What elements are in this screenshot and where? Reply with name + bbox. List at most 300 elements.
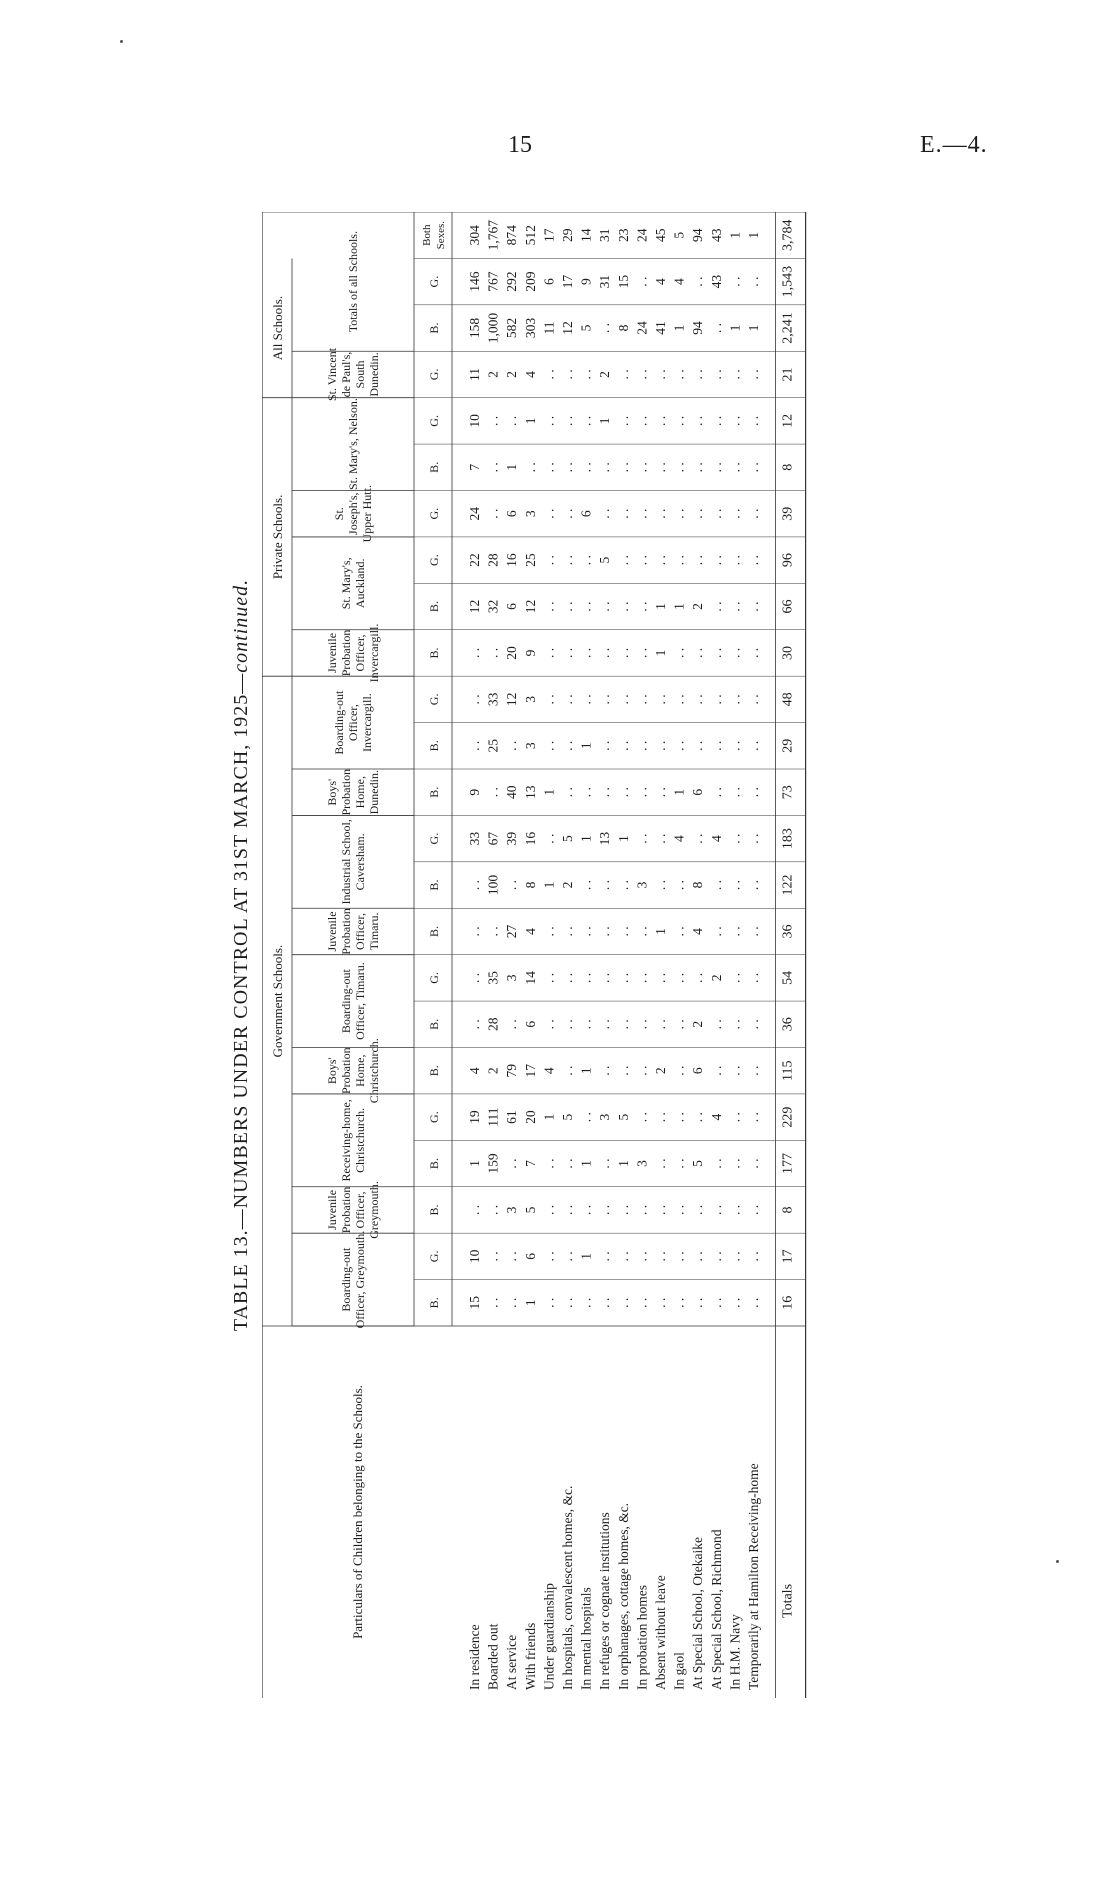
empty-cell-dots: . . bbox=[634, 647, 650, 659]
sex-header: G. bbox=[427, 693, 441, 706]
table-cell: 29 bbox=[560, 228, 575, 242]
empty-cell-dots: . . bbox=[541, 1204, 557, 1216]
empty-cell-dots: . . bbox=[541, 972, 557, 983]
totals-cell: 3,784 bbox=[780, 219, 796, 251]
sex-header: G. bbox=[427, 368, 441, 381]
table-cell: 1 bbox=[615, 835, 631, 842]
empty-cell-dots: . . bbox=[653, 555, 668, 566]
row-label: In gaol bbox=[671, 1652, 687, 1690]
empty-cell-dots: . . bbox=[541, 1158, 557, 1169]
institution-header: Boarding-out bbox=[332, 690, 346, 755]
empty-cell-dots: . . bbox=[578, 1019, 594, 1030]
empty-cell-dots: . . bbox=[597, 601, 613, 612]
document-code: E.—4. bbox=[920, 132, 988, 158]
table-cell: 6 bbox=[690, 788, 706, 796]
table-cell: 40 bbox=[504, 785, 520, 799]
empty-cell-dots: . . bbox=[634, 276, 650, 287]
empty-cell-dots: . . bbox=[578, 1112, 594, 1123]
empty-cell-dots: . . bbox=[541, 601, 557, 612]
institution-header: Officer, Greymouth. bbox=[353, 1230, 367, 1329]
empty-cell-dots: . . bbox=[541, 369, 557, 380]
empty-cell-dots: . . bbox=[746, 276, 761, 287]
empty-cell-dots: . . bbox=[578, 972, 594, 983]
table-cell: 24 bbox=[634, 321, 650, 335]
empty-cell-dots: . . bbox=[690, 462, 706, 473]
table-cell: 1 bbox=[671, 788, 687, 796]
totals-cell: 36 bbox=[780, 1017, 796, 1032]
institution-header: Invercargill. bbox=[367, 623, 381, 683]
empty-cell-dots: . . bbox=[708, 1065, 724, 1076]
table-cell: 5 bbox=[560, 835, 575, 842]
institution-header: South bbox=[353, 360, 367, 389]
empty-cell-dots: . . bbox=[615, 415, 631, 426]
empty-cell-dots: . . bbox=[634, 415, 650, 426]
table-cell: 41 bbox=[653, 321, 668, 335]
empty-cell-dots: . . bbox=[615, 787, 631, 798]
empty-cell-dots: . . bbox=[727, 833, 743, 844]
table-cell: 5 bbox=[690, 1160, 706, 1167]
table-cell: 874 bbox=[504, 225, 520, 246]
empty-cell-dots: . . bbox=[485, 1297, 501, 1308]
table-cell: 5 bbox=[597, 556, 613, 564]
table-cell: 1 bbox=[671, 603, 687, 610]
table-title bbox=[224, 212, 258, 1698]
row-label: In H.M. Navy bbox=[727, 1614, 743, 1690]
empty-cell-dots: . . bbox=[746, 1204, 761, 1216]
empty-cell-dots: . . bbox=[746, 369, 761, 380]
sex-header: G. bbox=[427, 1111, 441, 1123]
table-cell: 1 bbox=[653, 928, 668, 935]
institution-header: Home, bbox=[353, 1054, 367, 1087]
table-cell: 1 bbox=[746, 324, 761, 332]
empty-cell-dots: . . bbox=[597, 1204, 613, 1216]
empty-cell-dots: . . bbox=[708, 694, 724, 705]
empty-cell-dots: . . bbox=[653, 1112, 668, 1123]
table-title-continued: continued. bbox=[230, 578, 252, 673]
empty-cell-dots: . . bbox=[485, 508, 501, 519]
table-cell: 17 bbox=[560, 274, 575, 289]
empty-cell-dots: . . bbox=[727, 415, 743, 426]
institution-header: Home, bbox=[353, 776, 367, 809]
institution-header: Upper Hutt. bbox=[360, 485, 374, 543]
empty-cell-dots: . . bbox=[671, 415, 687, 426]
institution-header: Auckland. bbox=[353, 558, 367, 609]
empty-cell-dots: . . bbox=[560, 972, 575, 983]
empty-cell-dots: . . bbox=[597, 972, 613, 983]
empty-cell-dots: . . bbox=[746, 879, 761, 891]
table-cell: 15 bbox=[615, 274, 631, 289]
empty-cell-dots: . . bbox=[653, 1297, 668, 1308]
table-cell: 1 bbox=[727, 231, 743, 239]
empty-cell-dots: . . bbox=[653, 833, 668, 844]
empty-cell-dots: . . bbox=[597, 787, 613, 798]
table-cell: 39 bbox=[504, 831, 520, 846]
totals-cell: 122 bbox=[780, 874, 796, 896]
empty-cell-dots: . . bbox=[653, 508, 668, 519]
empty-cell-dots: . . bbox=[671, 1297, 687, 1308]
empty-cell-dots: . . bbox=[671, 555, 687, 566]
table-cell: 61 bbox=[504, 1110, 520, 1124]
empty-cell-dots: . . bbox=[671, 972, 687, 983]
empty-cell-dots: . . bbox=[541, 1019, 557, 1030]
totals-cell: 73 bbox=[780, 785, 796, 800]
empty-cell-dots: . . bbox=[467, 694, 482, 705]
empty-cell-dots: . . bbox=[671, 508, 687, 519]
empty-cell-dots: . . bbox=[690, 369, 706, 380]
empty-cell-dots: . . bbox=[690, 833, 706, 844]
table-cell: 2 bbox=[485, 371, 501, 378]
empty-cell-dots: . . bbox=[690, 1297, 706, 1308]
table-cell: 4 bbox=[690, 928, 706, 935]
totals-cell: 115 bbox=[780, 1060, 796, 1081]
table-cell: 512 bbox=[522, 225, 538, 246]
totals-cell: 29 bbox=[780, 738, 796, 753]
table-cell: 79 bbox=[504, 1063, 520, 1078]
empty-cell-dots: . . bbox=[560, 647, 575, 659]
totals-cell: 8 bbox=[780, 1206, 796, 1214]
empty-cell-dots: . . bbox=[578, 1204, 594, 1216]
table-cell: 1 bbox=[653, 603, 668, 610]
empty-cell-dots: . . bbox=[597, 1158, 613, 1169]
table-cell: 6 bbox=[504, 603, 520, 610]
empty-cell-dots: . . bbox=[541, 1251, 557, 1262]
row-label: Under guardianship bbox=[541, 1583, 557, 1690]
table-cell: 3 bbox=[504, 1206, 520, 1214]
institution-header: Probation bbox=[339, 629, 353, 677]
empty-cell-dots: . . bbox=[708, 508, 724, 519]
table-cell: 4 bbox=[671, 278, 687, 285]
table-cell: 100 bbox=[485, 874, 501, 896]
table-cell: 3 bbox=[634, 1160, 650, 1167]
empty-cell-dots: . . bbox=[634, 694, 650, 705]
institution-header: Boys' bbox=[325, 778, 339, 806]
empty-cell-dots: . . bbox=[671, 1251, 687, 1262]
table-cell: 20 bbox=[504, 646, 520, 660]
empty-cell-dots: . . bbox=[560, 740, 575, 751]
empty-cell-dots: . . bbox=[634, 740, 650, 751]
institution-header: Officer, bbox=[353, 634, 367, 672]
empty-cell-dots: . . bbox=[746, 1112, 761, 1123]
table-cell: 32 bbox=[485, 599, 501, 614]
institution-header: Boarding-out bbox=[339, 1247, 353, 1312]
empty-cell-dots: . . bbox=[578, 787, 594, 798]
empty-cell-dots: . . bbox=[708, 1158, 724, 1169]
table-cell: 4 bbox=[671, 835, 687, 842]
empty-cell-dots: . . bbox=[708, 369, 724, 380]
table-cell: 14 bbox=[522, 971, 538, 985]
empty-cell-dots: . . bbox=[541, 508, 557, 519]
institution-header: Totals of all Schools. bbox=[346, 231, 360, 333]
institution-header: Timaru. bbox=[367, 912, 381, 951]
empty-cell-dots: . . bbox=[485, 926, 501, 937]
table-cell: 23 bbox=[615, 228, 631, 242]
institution-header: St. bbox=[332, 507, 346, 521]
table-cell: 20 bbox=[522, 1110, 538, 1124]
table-cell: 1 bbox=[522, 1299, 538, 1307]
empty-cell-dots: . . bbox=[708, 1019, 724, 1030]
empty-cell-dots: . . bbox=[690, 647, 706, 659]
empty-cell-dots: . . bbox=[634, 1204, 650, 1216]
empty-cell-dots: . . bbox=[597, 462, 613, 473]
table-cell: 767 bbox=[485, 271, 501, 292]
empty-cell-dots: . . bbox=[597, 879, 613, 891]
table-cell: 1 bbox=[653, 649, 668, 657]
table-cell: 6 bbox=[541, 278, 557, 285]
empty-cell-dots: . . bbox=[541, 833, 557, 844]
table-cell: 1 bbox=[746, 231, 761, 239]
totals-cell: 8 bbox=[780, 463, 796, 471]
row-label: Boarded out bbox=[485, 1623, 501, 1690]
table-cell: 28 bbox=[485, 1017, 501, 1032]
totals-cell: 12 bbox=[780, 413, 796, 428]
sex-header: B. bbox=[427, 1158, 441, 1170]
sex-header: G. bbox=[427, 507, 441, 520]
empty-cell-dots: . . bbox=[690, 694, 706, 705]
empty-cell-dots: . . bbox=[615, 926, 631, 937]
empty-cell-dots: . . bbox=[467, 647, 482, 659]
table-cell: 1,767 bbox=[485, 220, 501, 251]
institution-header: Officer, Timaru. bbox=[353, 962, 367, 1040]
empty-cell-dots: . . bbox=[671, 926, 687, 937]
empty-cell-dots: . . bbox=[541, 694, 557, 705]
empty-cell-dots: . . bbox=[541, 740, 557, 751]
empty-cell-dots: . . bbox=[597, 647, 613, 659]
table-cell: 12 bbox=[560, 321, 575, 335]
totals-cell: 30 bbox=[780, 645, 796, 660]
institution-header: St. Mary's, Nelson. bbox=[346, 398, 360, 490]
empty-cell-dots: . . bbox=[727, 1112, 743, 1123]
empty-cell-dots: . . bbox=[653, 1158, 668, 1169]
table-cell: 4 bbox=[467, 1067, 482, 1075]
empty-cell-dots: . . bbox=[615, 694, 631, 705]
empty-cell-dots: . . bbox=[671, 879, 687, 891]
table-cell: 1 bbox=[541, 788, 557, 796]
empty-cell-dots: . . bbox=[653, 415, 668, 426]
table-cell: 8 bbox=[522, 881, 538, 889]
empty-cell-dots: . . bbox=[541, 462, 557, 473]
empty-cell-dots: . . bbox=[522, 462, 538, 473]
empty-cell-dots: . . bbox=[708, 740, 724, 751]
row-label: At Special School, Richmond bbox=[708, 1529, 724, 1690]
table-cell: 158 bbox=[467, 317, 482, 339]
empty-cell-dots: . . bbox=[653, 740, 668, 751]
empty-cell-dots: . . bbox=[467, 1204, 482, 1216]
empty-cell-dots: . . bbox=[690, 1251, 706, 1262]
empty-cell-dots: . . bbox=[708, 415, 724, 426]
empty-cell-dots: . . bbox=[467, 926, 482, 937]
empty-cell-dots: . . bbox=[727, 1019, 743, 1030]
particulars-header: Particulars of Children belonging to the Schools. bbox=[350, 1385, 365, 1639]
empty-cell-dots: . . bbox=[504, 1251, 520, 1262]
institution-header: Probation bbox=[339, 768, 353, 816]
empty-cell-dots: . . bbox=[634, 787, 650, 798]
empty-cell-dots: . . bbox=[634, 1112, 650, 1123]
table-cell: 292 bbox=[504, 271, 520, 292]
empty-cell-dots: . . bbox=[597, 1019, 613, 1030]
empty-cell-dots: . . bbox=[671, 1204, 687, 1216]
table-cell: 9 bbox=[522, 649, 538, 657]
empty-cell-dots: . . bbox=[727, 647, 743, 659]
table-cell: 2 bbox=[690, 603, 706, 610]
group-header: Government Schools. bbox=[270, 944, 285, 1058]
empty-cell-dots: . . bbox=[690, 415, 706, 426]
table-cell: 6 bbox=[522, 1253, 538, 1260]
table-cell: 1 bbox=[541, 1113, 557, 1121]
empty-cell-dots: . . bbox=[578, 647, 594, 659]
table-cell: 304 bbox=[467, 225, 482, 246]
table-cell: 2 bbox=[690, 1020, 706, 1028]
table-cell: 7 bbox=[467, 463, 482, 471]
sex-header: G. bbox=[427, 972, 441, 984]
empty-cell-dots: . . bbox=[690, 740, 706, 751]
institution-header: Invercargill. bbox=[360, 693, 374, 752]
empty-cell-dots: . . bbox=[746, 833, 761, 844]
institution-header: Boys' bbox=[325, 1057, 339, 1085]
empty-cell-dots: . . bbox=[653, 972, 668, 983]
empty-cell-dots: . . bbox=[727, 879, 743, 891]
empty-cell-dots: . . bbox=[560, 1251, 575, 1262]
table-title-text: TABLE 13.—NUMBERS UNDER CONTROL AT 31ST MARCH, 1925— bbox=[230, 672, 252, 1332]
empty-cell-dots: . . bbox=[727, 555, 743, 566]
row-label: In mental hospitals bbox=[578, 1587, 594, 1690]
totals-label: Totals bbox=[780, 1583, 796, 1618]
table-cell: 159 bbox=[485, 1153, 501, 1174]
table-cell: 1 bbox=[727, 324, 743, 332]
empty-cell-dots: . . bbox=[708, 1204, 724, 1216]
table-cell: 4 bbox=[541, 1067, 557, 1075]
empty-cell-dots: . . bbox=[615, 879, 631, 891]
table-cell: 4 bbox=[653, 278, 668, 285]
empty-cell-dots: . . bbox=[597, 1297, 613, 1308]
table-cell: 303 bbox=[522, 317, 538, 339]
table-cell: 15 bbox=[467, 1296, 482, 1310]
table-cell: 6 bbox=[504, 510, 520, 518]
totals-cell: 1,543 bbox=[780, 265, 796, 298]
empty-cell-dots: . . bbox=[560, 601, 575, 612]
empty-cell-dots: . . bbox=[634, 926, 650, 937]
table-cell: 6 bbox=[578, 510, 594, 518]
sex-header: B. bbox=[427, 1018, 441, 1030]
sex-header: B. bbox=[427, 879, 441, 891]
table-cell: 24 bbox=[634, 228, 650, 242]
table-cell: 2 bbox=[485, 1067, 501, 1075]
page-number: 15 bbox=[508, 132, 532, 158]
empty-cell-dots: . . bbox=[671, 1158, 687, 1169]
sex-header: G. bbox=[427, 832, 441, 845]
sex-header: B. bbox=[427, 461, 441, 473]
table-cell: 67 bbox=[485, 831, 501, 846]
empty-cell-dots: . . bbox=[560, 462, 575, 473]
totals-cell: 48 bbox=[780, 692, 796, 707]
empty-cell-dots: . . bbox=[690, 276, 706, 287]
table-cell: 4 bbox=[708, 1113, 724, 1121]
empty-cell-dots: . . bbox=[578, 879, 594, 891]
empty-cell-dots: . . bbox=[653, 879, 668, 891]
table-cell: 1,000 bbox=[485, 312, 501, 344]
table-cell: 11 bbox=[467, 367, 482, 381]
empty-cell-dots: . . bbox=[727, 1158, 743, 1169]
institution-header: Joseph's, bbox=[346, 492, 360, 535]
empty-cell-dots: . . bbox=[671, 647, 687, 659]
empty-cell-dots: . . bbox=[467, 740, 482, 751]
table-cell: 3 bbox=[522, 510, 538, 518]
table-cell: 2 bbox=[653, 1067, 668, 1075]
empty-cell-dots: . . bbox=[504, 1019, 520, 1030]
table-cell: 28 bbox=[485, 553, 501, 567]
empty-cell-dots: . . bbox=[708, 322, 724, 334]
empty-cell-dots: . . bbox=[690, 508, 706, 519]
empty-cell-dots: . . bbox=[708, 879, 724, 891]
table-cell: 33 bbox=[485, 692, 501, 707]
table-cell: 5 bbox=[560, 1113, 575, 1121]
table-cell: 16 bbox=[522, 831, 538, 846]
table-cell: 27 bbox=[504, 924, 520, 939]
sex-header: B. bbox=[427, 1297, 441, 1309]
empty-cell-dots: . . bbox=[560, 694, 575, 705]
empty-cell-dots: . . bbox=[690, 1204, 706, 1216]
empty-cell-dots: . . bbox=[653, 369, 668, 380]
totals-cell: 96 bbox=[780, 553, 796, 568]
empty-cell-dots: . . bbox=[653, 694, 668, 705]
row-label: At service bbox=[504, 1634, 520, 1690]
empty-cell-dots: . . bbox=[671, 1112, 687, 1123]
empty-cell-dots: . . bbox=[615, 462, 631, 473]
empty-cell-dots: . . bbox=[560, 415, 575, 426]
speck bbox=[120, 40, 123, 43]
empty-cell-dots: . . bbox=[560, 508, 575, 519]
row-label: Absent without leave bbox=[653, 1575, 668, 1690]
empty-cell-dots: . . bbox=[578, 555, 594, 566]
empty-cell-dots: . . bbox=[615, 601, 631, 612]
empty-cell-dots: . . bbox=[541, 926, 557, 937]
empty-cell-dots: . . bbox=[727, 1297, 743, 1308]
sex-header: Sexes. bbox=[435, 220, 447, 250]
empty-cell-dots: . . bbox=[578, 462, 594, 473]
empty-cell-dots: . . bbox=[634, 1065, 650, 1076]
totals-cell: 21 bbox=[780, 367, 796, 382]
empty-cell-dots: . . bbox=[746, 972, 761, 983]
table-cell: 582 bbox=[504, 317, 520, 339]
row-label: In refuges or cognate institutions bbox=[597, 1512, 613, 1690]
row-label: In orphanages, cottage homes, &c. bbox=[615, 1502, 631, 1690]
empty-cell-dots: . . bbox=[504, 740, 520, 751]
institution-header: Officer, bbox=[353, 912, 367, 950]
table-cell: 1 bbox=[522, 417, 538, 425]
empty-cell-dots: . . bbox=[615, 555, 631, 566]
empty-cell-dots: . . bbox=[578, 415, 594, 426]
row-label: Temporarily at Hamilton Receiving-home bbox=[746, 1463, 761, 1690]
table-cell: 24 bbox=[467, 506, 482, 521]
table-cell: 94 bbox=[690, 228, 706, 242]
empty-cell-dots: . . bbox=[560, 926, 575, 937]
empty-cell-dots: . . bbox=[671, 1019, 687, 1030]
empty-cell-dots: . . bbox=[615, 647, 631, 659]
empty-cell-dots: . . bbox=[467, 1019, 482, 1030]
empty-cell-dots: . . bbox=[504, 1297, 520, 1308]
table-cell: 11 bbox=[541, 321, 557, 335]
empty-cell-dots: . . bbox=[467, 972, 482, 983]
table-cell: 16 bbox=[504, 553, 520, 567]
empty-cell-dots: . . bbox=[708, 787, 724, 798]
empty-cell-dots: . . bbox=[541, 1297, 557, 1308]
empty-cell-dots: . . bbox=[541, 415, 557, 426]
empty-cell-dots: . . bbox=[746, 647, 761, 659]
empty-cell-dots: . . bbox=[634, 555, 650, 566]
empty-cell-dots: . . bbox=[597, 322, 613, 334]
sex-header: Both bbox=[421, 224, 433, 246]
empty-cell-dots: . . bbox=[746, 1065, 761, 1076]
empty-cell-dots: . . bbox=[746, 1158, 761, 1169]
